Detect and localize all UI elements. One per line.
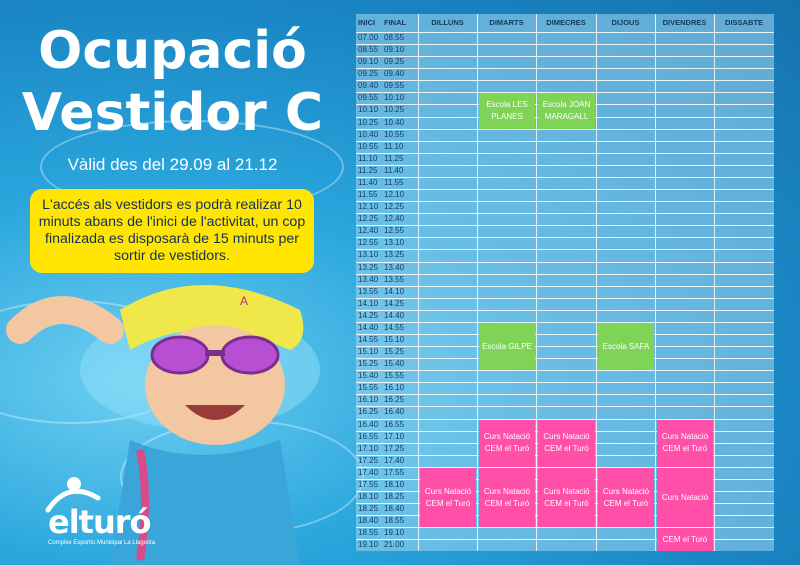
start-time: 19.10 xyxy=(358,540,379,550)
activity-block: Curs Natació CEM el Turó xyxy=(479,420,535,467)
row-divider xyxy=(356,32,774,33)
row-divider xyxy=(356,274,774,275)
title-line-2: Vestidor C xyxy=(21,83,324,143)
end-time: 18.10 xyxy=(384,479,405,489)
end-time: 13.10 xyxy=(384,238,405,248)
title-line-1: Ocupació xyxy=(38,21,307,81)
start-time: 12.25 xyxy=(358,214,379,224)
start-time: 16.55 xyxy=(358,431,379,441)
activity-block: Escola LES PLANES xyxy=(479,93,535,128)
end-time: 15.55 xyxy=(384,371,405,381)
activity-block: Curs Natació CEM el Turó xyxy=(598,468,654,527)
end-time: 15.25 xyxy=(384,347,405,357)
end-time: 18.40 xyxy=(384,504,405,514)
row-divider xyxy=(356,406,774,407)
column-divider xyxy=(418,14,419,551)
row-divider xyxy=(356,201,774,202)
activity-block: Escola SAFA xyxy=(598,323,654,370)
start-time: 09.10 xyxy=(358,57,379,67)
header-dilluns: DILLUNS xyxy=(431,18,464,27)
start-time: 10.25 xyxy=(358,117,379,127)
row-divider xyxy=(356,56,774,57)
end-time: 16.10 xyxy=(384,383,405,393)
end-time: 11.40 xyxy=(384,165,404,175)
start-time: 07.00 xyxy=(358,33,379,42)
row-divider xyxy=(356,370,774,371)
start-time: 13.25 xyxy=(358,262,379,272)
activity-block: Curs Natació CEM el Turó xyxy=(420,468,476,527)
end-time: 09.25 xyxy=(384,57,405,67)
activity-block: Curs Natació CEM el Turó xyxy=(479,468,535,527)
start-time: 17.25 xyxy=(358,455,379,465)
start-time: 14.25 xyxy=(358,310,379,320)
start-time: 11.25 xyxy=(358,165,378,175)
cap-text: A xyxy=(240,294,249,308)
column-divider xyxy=(477,14,478,551)
activity-block: Curs Natació CEM el Turó xyxy=(657,420,713,467)
start-time: 08.55 xyxy=(358,45,379,55)
goggle-left xyxy=(152,337,208,373)
column-divider xyxy=(536,14,537,551)
start-time: 10.10 xyxy=(358,105,379,115)
end-time: 17.40 xyxy=(384,455,405,465)
start-time: 17.40 xyxy=(358,467,379,477)
header-dimarts: DIMARTS xyxy=(489,18,524,27)
header-dissabte: DISSABTE xyxy=(725,18,763,27)
column-divider xyxy=(596,14,597,551)
end-time: 11.25 xyxy=(384,153,404,163)
end-time: 18.55 xyxy=(384,516,405,526)
start-time: 18.40 xyxy=(358,516,379,526)
end-time: 17.10 xyxy=(384,431,405,441)
column-divider xyxy=(714,14,715,551)
row-divider xyxy=(356,68,774,69)
start-time: 13.40 xyxy=(358,274,379,284)
end-time: 09.40 xyxy=(384,69,405,79)
row-divider xyxy=(356,334,774,335)
start-time: 09.25 xyxy=(358,69,379,79)
start-time: 12.10 xyxy=(358,202,379,212)
row-divider xyxy=(356,80,774,81)
start-time: 18.25 xyxy=(358,504,379,514)
start-time: 16.10 xyxy=(358,395,379,405)
swimmer-arm xyxy=(20,310,110,330)
end-time: 10.55 xyxy=(384,129,405,139)
row-divider xyxy=(356,322,774,323)
end-time: 11.55 xyxy=(384,177,404,187)
end-time: 13.40 xyxy=(384,262,405,272)
end-time: 13.55 xyxy=(384,274,405,284)
start-time: 09.40 xyxy=(358,81,379,91)
start-time: 11.40 xyxy=(358,177,378,187)
end-time: 17.55 xyxy=(384,467,405,477)
start-time: 14.55 xyxy=(358,335,379,344)
notice-box: L'accés als vestidors es podrà realizar 10 minuts abans de l'inici de l'activitat, un cop finalizada es disposarà de 15 minuts per sortir de vestidors. xyxy=(30,189,314,273)
poster-title xyxy=(0,20,345,144)
start-time: 12.40 xyxy=(358,226,379,236)
start-time: 15.10 xyxy=(358,347,379,357)
activity-block: CEM el Turó xyxy=(657,528,713,551)
end-time: 11.10 xyxy=(384,141,404,151)
row-divider xyxy=(356,225,774,226)
end-time: 12.40 xyxy=(384,214,405,224)
end-time: 16.40 xyxy=(384,407,405,417)
start-time: 11.55 xyxy=(358,190,378,200)
goggle-bridge xyxy=(205,350,225,356)
row-divider xyxy=(356,298,774,299)
logo-text: elturó xyxy=(48,503,151,541)
end-time: 10.25 xyxy=(384,105,405,115)
end-time: 14.40 xyxy=(384,310,405,320)
row-divider xyxy=(356,237,774,238)
header-dimecres: DIMECRES xyxy=(546,18,586,27)
start-time: 10.55 xyxy=(358,141,379,151)
activity-block: Escola JOAN MARAGALL xyxy=(538,93,595,128)
row-divider xyxy=(356,129,774,130)
end-time: 12.10 xyxy=(384,190,405,200)
start-time: 16.40 xyxy=(358,419,379,429)
row-divider xyxy=(356,141,774,142)
start-time: 12.55 xyxy=(358,238,379,248)
end-time: 13.25 xyxy=(384,250,405,260)
end-time: 21.00 xyxy=(384,540,405,550)
row-divider xyxy=(356,44,774,45)
row-divider xyxy=(356,382,774,383)
start-time: 18.55 xyxy=(358,528,379,538)
goggle-right xyxy=(222,337,278,373)
row-divider xyxy=(356,394,774,395)
column-divider xyxy=(655,14,656,551)
end-time: 15.10 xyxy=(384,335,405,344)
start-time: 09.55 xyxy=(358,93,379,103)
end-time: 16.55 xyxy=(384,419,405,429)
start-time: 15.55 xyxy=(358,383,379,393)
end-time: 12.25 xyxy=(384,202,405,212)
end-time: 10.10 xyxy=(384,93,405,103)
schedule-table xyxy=(356,14,774,551)
end-time: 17.25 xyxy=(384,443,405,453)
end-time: 12.55 xyxy=(384,226,405,236)
header-dijous: DIJOUS xyxy=(611,18,640,27)
activity-block: Curs Natació xyxy=(657,468,713,527)
start-time: 10.40 xyxy=(358,129,379,139)
start-time: 13.55 xyxy=(358,286,379,296)
row-divider xyxy=(356,310,774,311)
end-time: 18.25 xyxy=(384,492,405,502)
start-time: 16.25 xyxy=(358,407,379,417)
end-time: 16.25 xyxy=(384,395,405,405)
end-time: 15.40 xyxy=(384,359,405,369)
header-final: FINAL xyxy=(384,18,407,27)
end-time: 14.10 xyxy=(384,286,405,296)
end-time: 09.55 xyxy=(384,81,405,91)
row-divider xyxy=(356,177,774,178)
end-time: 14.25 xyxy=(384,298,405,308)
start-time: 17.55 xyxy=(358,479,379,489)
activity-block: Curs Natació CEM el Turó xyxy=(538,468,595,527)
validity-dates: Vàlid des del 29.09 al 21.12 xyxy=(67,155,278,174)
row-divider xyxy=(356,165,774,166)
row-divider xyxy=(356,262,774,263)
row-divider xyxy=(356,213,774,214)
start-time: 15.25 xyxy=(358,359,379,369)
start-time: 14.40 xyxy=(358,322,379,332)
row-divider xyxy=(356,286,774,287)
header-divendres: DIVENDRES xyxy=(662,18,707,27)
end-time: 09.10 xyxy=(384,45,405,55)
start-time: 14.10 xyxy=(358,298,379,308)
start-time: 18.10 xyxy=(358,492,379,502)
start-time: 13.10 xyxy=(358,250,379,260)
end-time: 10.40 xyxy=(384,117,405,127)
row-divider xyxy=(356,358,774,359)
end-time: 19.10 xyxy=(384,528,405,538)
row-divider xyxy=(356,189,774,190)
activity-block: Escola GILPE xyxy=(479,323,535,370)
start-time: 11.10 xyxy=(358,153,378,163)
start-time: 15.40 xyxy=(358,371,379,381)
end-time: 08.55 xyxy=(384,33,405,42)
row-divider xyxy=(356,153,774,154)
start-time: 17.10 xyxy=(358,443,379,453)
logo-subtitle: Complex Esportiu Municipal La Llagosta xyxy=(48,540,156,546)
row-divider xyxy=(356,346,774,347)
activity-block: Curs Natació CEM el Turó xyxy=(538,420,595,467)
header-inici: INICI xyxy=(358,18,376,27)
end-time: 14.55 xyxy=(384,322,405,332)
row-divider xyxy=(356,249,774,250)
